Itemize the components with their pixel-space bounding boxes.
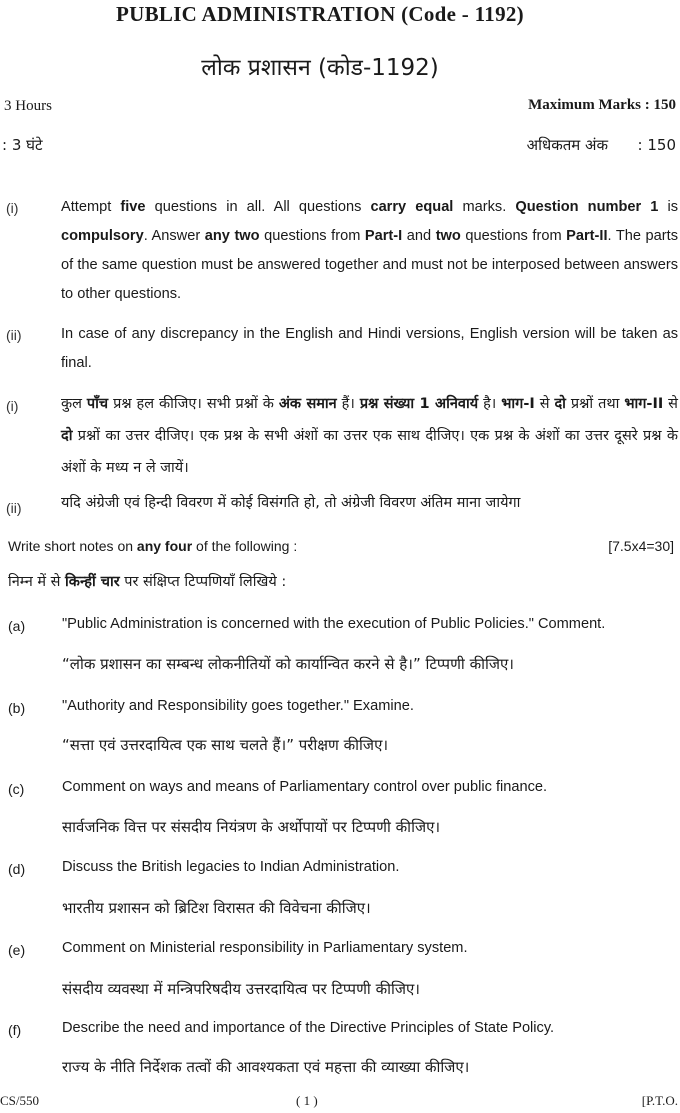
- instruction-number: (ii): [6, 327, 22, 343]
- instruction-number: (i): [6, 200, 19, 216]
- instruction-hi-1: कुल पाँच प्रश्न हल कीजिए। सभी प्रश्नों के अंक समान हैं। प्रश्न संख्या 1 अनिवार्य है। भाग-I से दो प्रश्नों तथा भाग-II से दो प्रश्नों का उत्तर दीजिए। एक प्रश्न के सभी अंशों का उत्तर एक साथ दीजिए। एक प्रश्न के अंशों का उत्तर दूसरे प्रश्न के अंशों के मध्य न ले जायें।: [61, 396, 678, 476]
- question-prompt-hindi: निम्न में से किन्हीं चार पर संक्षिप्त टिप्पणियाँ लिखिये :: [8, 574, 287, 590]
- part-text-english: Comment on ways and means of Parliamentary control over public finance.: [62, 779, 548, 795]
- part-text-english: Comment on Ministerial responsibility in Parliamentary system.: [62, 940, 468, 956]
- page-number: ( 1 ): [296, 1093, 318, 1108]
- maximum-marks-hindi-value: : 150: [637, 136, 676, 154]
- part-text-hindi: भारतीय प्रशासन को ब्रिटिश विरासत की विवेचना कीजिए।: [62, 899, 371, 917]
- part-text-hindi: सार्वजनिक वित्त पर संसदीय नियंत्रण के अर्थोपायों पर टिप्पणी कीजिए।: [62, 818, 441, 836]
- part-text-hindi: राज्य के नीति निर्देशक तत्वों की आवश्यकता एवं महत्ता की व्याख्या कीजिए।: [62, 1058, 470, 1076]
- part-text-english: "Public Administration is concerned with the execution of Public Policies." Comment.: [62, 616, 606, 632]
- part-label: (c): [8, 781, 25, 797]
- time-allowed-hindi: : 3 घंटे: [2, 136, 43, 154]
- instruction-number: (i): [6, 398, 19, 414]
- question-marks: [7.5x4=30]: [608, 538, 674, 554]
- part-label: (d): [8, 861, 26, 877]
- instruction-number: (ii): [6, 500, 22, 516]
- paper-title-hindi: लोक प्रशासन (कोड-1192): [201, 55, 439, 81]
- part-text-english: Describe the need and importance of the Directive Principles of State Policy.: [62, 1020, 555, 1036]
- part-label: (f): [8, 1022, 22, 1038]
- maximum-marks-hindi: [527, 135, 676, 155]
- time-allowed-english: 3 Hours: [4, 98, 52, 114]
- please-turn-over: [P.T.O.: [641, 1093, 678, 1108]
- paper-code: CS/550: [0, 1093, 40, 1108]
- part-label: (a): [8, 618, 26, 634]
- part-text-hindi: “लोक प्रशासन का सम्बन्ध लोकनीतियों को कार्यान्वित करने से है।” टिप्पणी कीजिए।: [62, 655, 514, 673]
- part-text-english: "Authority and Responsibility goes together." Examine.: [62, 698, 414, 714]
- maximum-marks-english: Maximum Marks : 150: [528, 97, 676, 113]
- instruction-en-2: In case of any discrepancy in the English and Hindi versions, English version will be taken as final.: [61, 326, 678, 371]
- part-label: (b): [8, 700, 26, 716]
- paper-title-english: PUBLIC ADMINISTRATION (Code - 1192): [116, 2, 524, 26]
- question-prompt-english: Write short notes on any four of the following :: [8, 538, 298, 554]
- part-text-hindi: “सत्ता एवं उत्तरदायित्व एक साथ चलते हैं।” परीक्षण कीजिए।: [62, 736, 389, 754]
- part-label: (e): [8, 942, 26, 958]
- instruction-hi-2: यदि अंग्रेजी एवं हिन्दी विवरण में कोई विसंगति हो, तो अंग्रेजी विवरण अंतिम माना जायेगा: [61, 495, 521, 511]
- maximum-marks-hindi-label: अधिकतम अंक: [526, 136, 608, 154]
- part-text-hindi: संसदीय व्यवस्था में मन्त्रिपरिषदीय उत्तरदायित्व पर टिप्पणी कीजिए।: [62, 980, 420, 998]
- part-text-english: Discuss the British legacies to Indian Administration.: [62, 859, 400, 875]
- instruction-en-1: Attempt five questions in all. All questions carry equal marks. Question number 1 is compulsory. Answer any two questions from Part-I and two questions from Part-II. The parts of the same question must be answered together and must not be interposed between answers to other questions.: [61, 199, 679, 302]
